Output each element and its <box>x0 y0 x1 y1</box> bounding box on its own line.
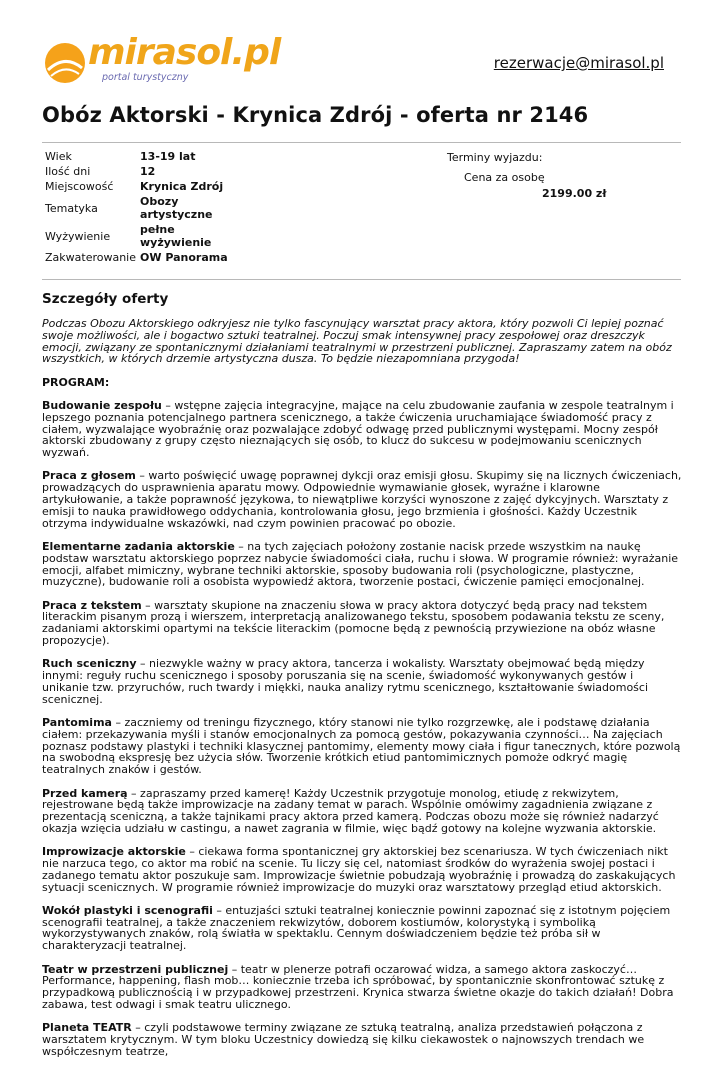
intro-paragraph: Podczas Obozu Aktorskiego odkryjesz nie tylko fascynujący warsztat pracy aktora, który pozwoli Ci lepiej poznać swoje możliwości, ale i bogactwo sztuki teatralnej. Poczuj smak intensywnej pracy zespołowej oraz dreszczyk emocji, związany ze spontanicznymi działaniami teatralnymi w przestrzeni publicznej. Zapraszamy zatem na obóz wszystkich, w których drzemie artystyczna dusza. To będzie niezapomniana przygoda! <box>42 317 672 366</box>
info-label: Tematyka <box>45 201 98 215</box>
section-title: Budowanie zespołu <box>42 398 162 412</box>
program-section <box>42 905 682 952</box>
section-title: Praca z głosem <box>42 469 136 483</box>
info-value: 12 <box>140 165 156 178</box>
program-section <box>42 964 682 1011</box>
program-section <box>42 541 682 588</box>
logo-text: mirasol.pl <box>88 32 281 73</box>
section-text: – warto poświęcić uwagę poprawnej dykcji oraz emisji głosu. Skupimy się na licznych ćwiczeniach, prowadzących do usprawnienia aparatu mowy. Odpowiednie wymawianie głosek, wyraźne i klarowne artykułowanie, a także poprawność językowa, to niewątpliwe korzyści wynoszone z zajęć dykcyjnych. Warsztaty z emisji to nauka prawidłowego oddychania, kontrolowania głosu, jego brzmienia i głośności. Każdy Uczestnik otrzyma indywidualne wskazówki, nad czym powinien pracować po obozie. <box>42 469 682 530</box>
section-text: – warsztaty skupione na znaczeniu słowa w pracy aktora dotyczyć będą pracy nad tekstem literackim pisanym prozą i wierszem, interpretacją analizowanego tekstu, sposobem podawania tekstu ze sceny, zadaniami aktorskimi opartymi na tekście literackim (pomocne będą z pewnością przywiezione na obóz własne propozycje). <box>42 598 665 648</box>
info-value: Krynica Zdrój <box>140 180 224 193</box>
program-section <box>42 717 682 776</box>
logo-subtitle: portal turystyczny <box>102 72 189 83</box>
program-section <box>42 658 682 705</box>
program-section <box>42 400 682 459</box>
section-text: – teatr w plenerze potrafi oczarować widza, a samego aktora zaskoczyć… Performance, happening, flash mob… koniecznie trzeba ich spróbować, by spontanicznie skonfrontować sztukę z przypadkową publicznością i w przypadkowej przestrzeni. Krynica stwarza świetne okazje do takich działań! Dobra zabawa, test odwagi i smak teatru ulicznego. <box>42 962 674 1011</box>
info-row <box>43 179 230 194</box>
page-header <box>42 32 664 96</box>
offer-description <box>42 318 682 1069</box>
section-text: – wstępne zajęcia integracyjne, mające na celu zbudowanie zaufania w zespole teatralnym i lepszego poznania potencjalnego partnera scenicznego, a także ćwiczenia uruchamiające świadomość pracy z ciałem, wyzwalające wyobraźnię oraz pozwalające zdobyć odwagę przed publicznymi występami. Mocny zespół aktorski zbudowany z grupy często nieznających się osób, to klucz do sukcesu w podejmowaniu scenicznych wyzwań. <box>42 398 674 460</box>
departure-terms-label: Terminy wyjazdu: <box>447 151 543 164</box>
program-section <box>42 600 682 647</box>
program-section <box>42 470 682 529</box>
info-label: Zakwaterowanie <box>45 251 137 264</box>
section-text: – na tych zajęciach położony zostanie nacisk przede wszystkim na naukę podstaw warsztatu aktorskiego poprzez nabycie świadomości ciała, ruchu i słowa. W programie również: wyrażanie emocji, alfabet mimiczny, wybrane techniki aktorskie, sposoby budowania roli (psychologiczne, plastyczne, muzyczne), budowanie roli a osobista wypowiedź aktora, tworzenie postaci, ćwiczenie pamięci emocjonalnej. <box>42 539 679 589</box>
section-title: Praca z tekstem <box>42 598 142 612</box>
section-text: – zaczniemy od treningu fizycznego, który stanowi nie tylko rozgrzewkę, ale i podstawę działania ciałem: przekazywania myśli i stanów emocjonalnych za pomocą gestów, pokazywania czynności… Na zajęciach poznasz podstawy plastyki i techniki klasycznej pantomimy, elementy mowy ciała i figur tanecznych, które pozwolą na swobodną ekspresję bez użycia słów. Tworzenie krótkich etiud pantomimicznych pomoże odkryć magię teatralnych znaków i gestów. <box>42 716 681 777</box>
program-section <box>42 1022 682 1057</box>
offer-info-table <box>43 149 230 265</box>
section-text: – czyli podstawowe terminy związane ze sztuką teatralną, analiza przedstawień połączona z warsztatem krytycznym. W tym bloku Uczestnicy dowiedzą się kilku ciekawostek o najnowszych trendach we współczesnym teatrze, <box>42 1021 645 1058</box>
info-value: OW Panorama <box>140 251 228 264</box>
info-value: Obozy artystyczne <box>140 195 213 221</box>
section-text: – niezwykle ważny w pracy aktora, tancerza i wokalisty. Warsztaty obejmować będą między innymi: reguły ruchu scenicznego i sposoby poruszania się na scenie, świadomość wykonywanych gestów i unikanie tzw. przyruchów, ruch twardy i miękki, nauka analizy rytmu scenicznego, kształtowanie świadomości scenicznej. <box>42 657 649 706</box>
section-text: – ciekawa forma spontanicznej gry aktorskiej bez scenariusza. W tych ćwiczeniach nikt nie narzuca tego, co aktor ma robić na scenie. Tu liczy się cel, natomiast środków do wyrażenia swojej postaci i zadanego tematu aktor poszukuje sam. Improwizacje świetnie pobudzają wyobraźnię i prowadzą do zaskakujących sytuacji scenicznych. W programie również improwizacje do muzyki oraz warsztatowy przegląd etiud aktorskich. <box>42 845 676 894</box>
info-label: Wyżywienie <box>45 229 111 243</box>
section-title: Ruch sceniczny <box>42 657 137 671</box>
section-title: Pantomima <box>42 716 112 730</box>
info-label: Wiek <box>45 150 72 163</box>
page-title: Obóz Aktorski - Krynica Zdrój - oferta nr 2146 <box>42 103 589 127</box>
info-row <box>43 250 230 265</box>
program-heading <box>42 377 682 389</box>
sun-logo-icon <box>42 40 88 86</box>
program-label: PROGRAM: <box>42 375 110 389</box>
info-value: 13-19 lat <box>140 150 196 163</box>
contact-email-link[interactable]: rezerwacje@mirasol.pl <box>493 54 664 72</box>
info-value: pełne wyżywienie <box>140 223 212 249</box>
info-row <box>43 222 230 250</box>
mirasol-logo[interactable] <box>42 32 281 94</box>
section-title: Teatr w przestrzeni publicznej <box>42 962 229 976</box>
price-label: Cena za osobę <box>464 171 545 184</box>
info-row <box>43 149 230 164</box>
price-value: 2199.00 zł <box>542 187 607 200</box>
program-section <box>42 846 682 893</box>
info-label: Ilość dni <box>45 165 91 178</box>
section-title: Przed kamerą <box>42 786 128 800</box>
section-title: Planeta TEATR <box>42 1021 132 1035</box>
section-title: Wokół plastyki i scenografii <box>42 903 213 917</box>
details-heading: Szczegóły oferty <box>42 291 169 307</box>
section-text: – zapraszamy przed kamerę! Każdy Uczestnik przygotuje monolog, etiudę z rekwizytem, rejestrowane będą także improwizacje na zadany temat w parach. Wspólnie omówimy zagadnienia związane z prezentacją sceniczną, a także tajnikami pracy aktora przed kamerą. Podczas obozu może się również nadarzyć okazja wzięcia udziału w castingu, a nawet zagrania w filmie, więc bądź gotowy na kolejne wyzwania aktorskie. <box>42 786 659 835</box>
info-divider <box>42 279 681 280</box>
info-label: Miejscowość <box>45 180 114 193</box>
program-section <box>42 788 682 835</box>
info-row <box>43 164 230 179</box>
info-row <box>43 194 230 222</box>
section-title: Improwizacje aktorskie <box>42 845 186 859</box>
section-text: – entuzjaści sztuki teatralnej koniecznie powinni zapoznać się z istotnym pojęciem scenografii teatralnej, a także znaczeniem rekwizytów, doborem kostiumów, kolorystyką i symboliką wykorzystywanych znaków, rolą światła w spektaklu. Cennym doświadczeniem będzie też próba sił w charakteryzacji teatralnej. <box>42 903 671 953</box>
section-title: Elementarne zadania aktorskie <box>42 539 235 553</box>
title-divider <box>42 142 681 143</box>
